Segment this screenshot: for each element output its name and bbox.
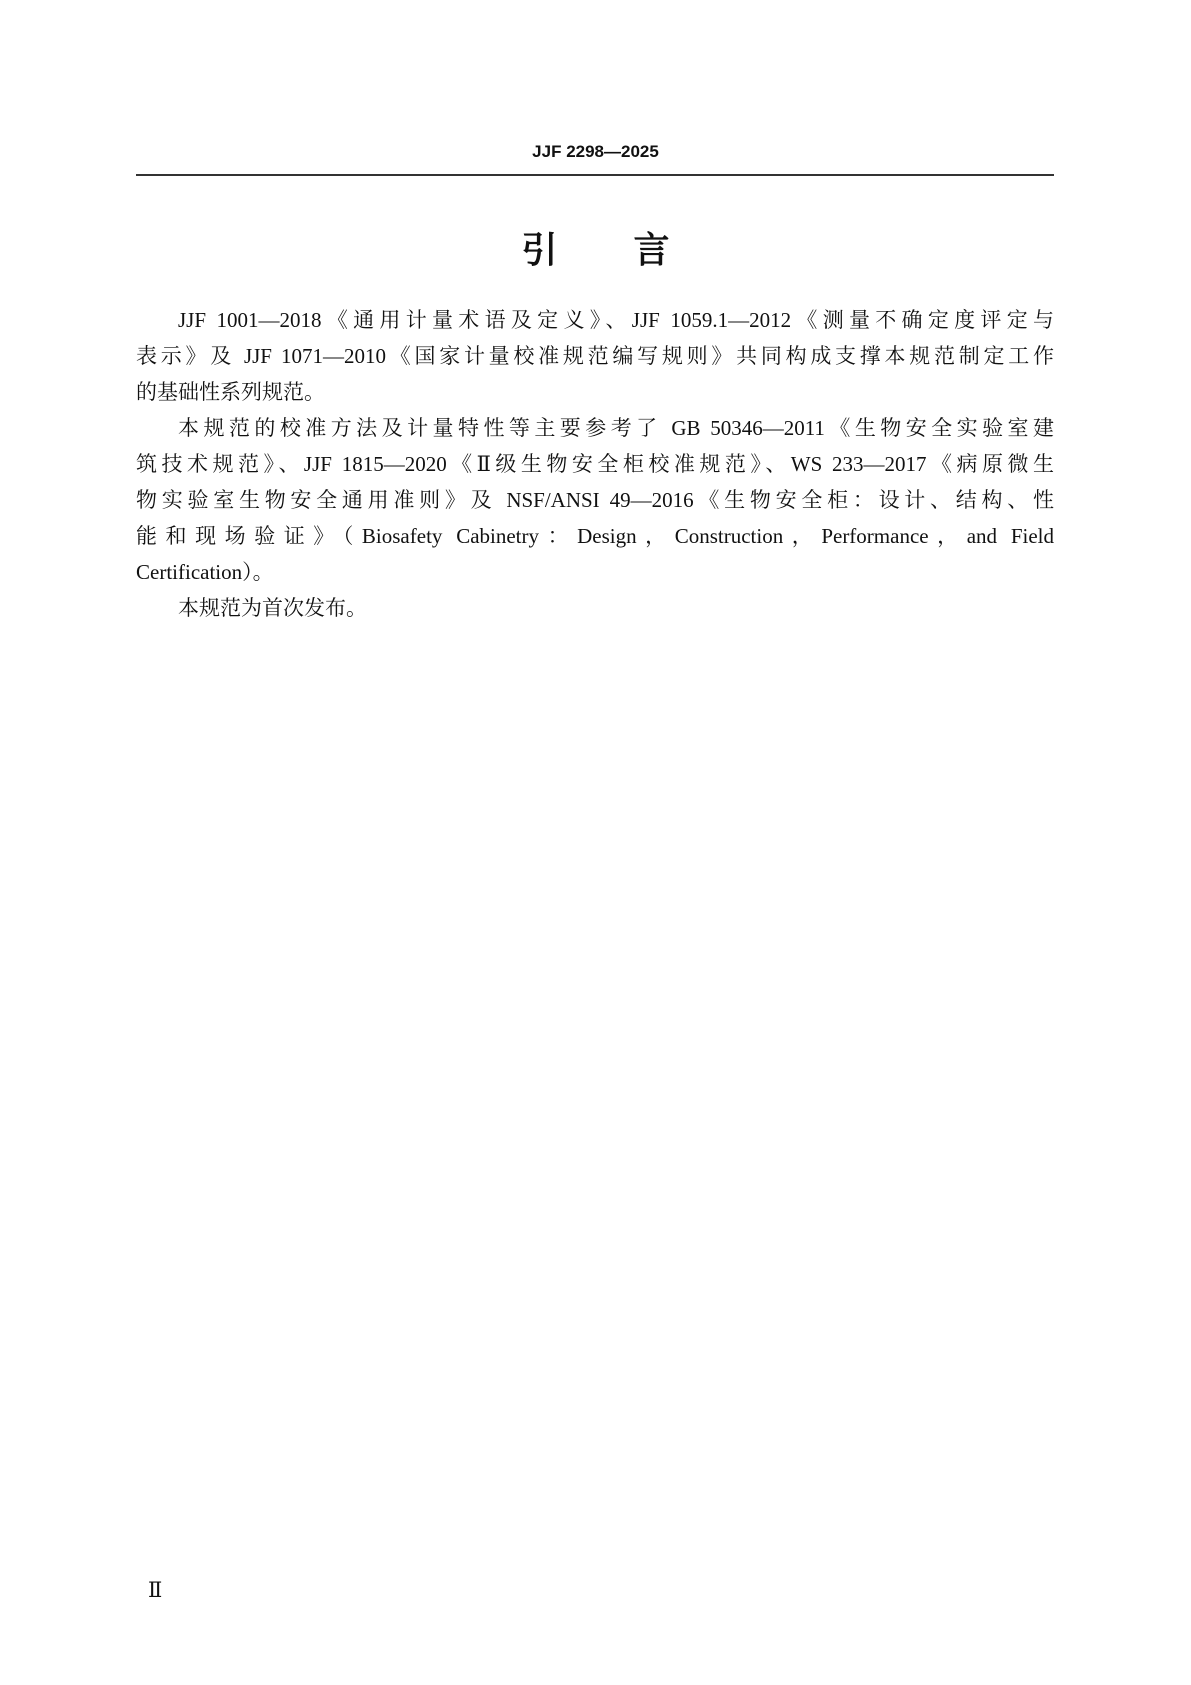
page-title [0, 222, 1191, 273]
running-header: JJF 2298—2025 [532, 142, 659, 161]
document-body [136, 302, 1054, 626]
text-line: 物实验室生物安全通用准则》及 NSF/ANSI 49—2016《生物安全柜：设计、结构、性 [136, 488, 1054, 512]
title-char: 引 [521, 230, 558, 271]
text-line: Certification）。 [136, 560, 274, 584]
text-line: JJF 1001—2018《通用计量术语及定义》、JJF 1059.1—2012《测量不确定度评定与 [178, 308, 1054, 332]
text-line: 能和现场验证》（Biosafety Cabinetry：Design，Construction，Performance，and Field [136, 524, 1054, 548]
header-rule [136, 174, 1054, 176]
text-line: 筑技术规范》、JJF 1815—2020《Ⅱ级生物安全柜校准规范》、WS 233—2017《病原微生 [136, 452, 1054, 476]
text-line: 本规范的校准方法及计量特性等主要参考了 GB 50346—2011《生物安全实验室建 [178, 416, 1054, 440]
page-number: Ⅱ [148, 1578, 163, 1602]
title-char: 言 [633, 230, 670, 271]
text-line: 本规范为首次发布。 [178, 596, 367, 620]
paragraph-1 [136, 302, 1054, 410]
paragraph-3 [136, 590, 1054, 626]
text-line: 的基础性系列规范。 [136, 380, 325, 404]
paragraph-2 [136, 410, 1054, 590]
text-line: 表示》及 JJF 1071—2010《国家计量校准规范编写规则》共同构成支撑本规范制定工作 [136, 344, 1054, 368]
